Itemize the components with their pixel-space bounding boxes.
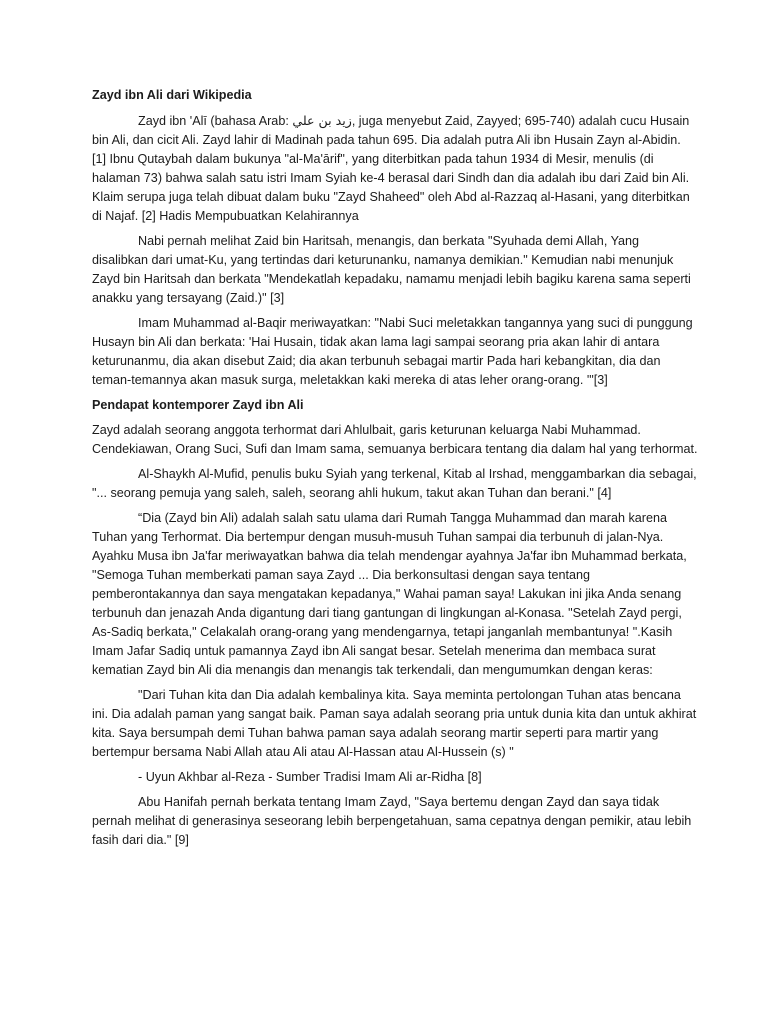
paragraph-intro [92, 111, 698, 226]
paragraph-mufid: Al-Shaykh Al-Mufid, penulis buku Syiah yang terkenal, Kitab al Irshad, menggambarkan dia sebagai, "... seorang pemuja yang saleh, saleh, seorang ahli hukum, takut akan Tuhan dan berani." [4] [92, 467, 697, 500]
paragraph-quote-dia: “Dia (Zayd bin Ali) adalah salah satu ulama dari Rumah Tangga Muhammad dan marah karena Tuhan yang Terhormat. Dia bertempur dengan musuh-musuh Tuhan sampai dia terbunuh di jalan-Nya. Ayahku Musa ibn Ja'far meriwayatkan bahwa dia telah mendengar ayahnya Ja'far ibn Muhammad berkata, "Semoga Tuhan memberkati paman saya Zayd ... Dia berkonsultasi dengan saya tentang pemberontakannya dan saya mengatakan kepadanya," Wahai paman saya! Lakukan ini jika Anda senang terbunuh dan jenazah Anda digantung dari tiang gantungan di lingkungan al-Konasa. "Setelah Zayd pergi, As-Sadiq berkata," Celakalah orang-orang yang mendengarnya, tetapi janganlah membantunya! ".Kasih Imam Jafar Sadiq untuk pamannya Zayd ibn Ali sangat besar. Setelah menerima dan membaca surat kematian Zayd bin Ali dia menangis dan menangis tak terkendali, dan mengumumkan dengan keras: [92, 511, 687, 677]
paragraph-nabi: Nabi pernah melihat Zaid bin Haritsah, menangis, dan berkata "Syuhada demi Allah, Yang disalibkan dari umat-Ku, yang tertindas dari keturunanku, namanya demikian." Kemudian nabi menunjuk Zayd bin Haritsah dan berkata "Mendekatlah kepadaku, namamu menjadi lebih bagiku karena sama seperti anakku yang tersayang (Zaid.)" [3] [92, 234, 691, 305]
paragraph-quote-tuhan: "Dari Tuhan kita dan Dia adalah kembalinya kita. Saya meminta pertolongan Tuhan atas bencana ini. Dia adalah paman yang sangat baik. Paman saya adalah seorang pria untuk dunia kita dan untuk akhirat kita. Saya bersumpah demi Tuhan bahwa paman saya adalah seorang martir seperti para martir yang bertempur bersama Nabi Allah atau Ali atau Al-Hassan atau Al-Hussein (s) " [92, 688, 697, 759]
arabic-name: زيد بن علي [292, 113, 352, 128]
paragraph-abu-hanifah: Abu Hanifah pernah berkata tentang Imam Zayd, "Saya bertemu dengan Zayd dan saya tidak pernah melihat di generasinya seseorang lebih berpengetahuan, sama cepatnya dengan pemikir, atau lebih fasih dari dia." [9] [92, 795, 692, 847]
section-heading: Pendapat kontemporer Zayd ibn Ali [92, 398, 304, 412]
document-title: Zayd ibn Ali dari Wikipedia [92, 88, 252, 102]
paragraph-source: - Uyun Akhbar al-Reza - Sumber Tradisi Imam Ali ar-Ridha [8] [138, 770, 482, 784]
intro-text-start: Zayd ibn 'Alī (bahasa Arab: [138, 114, 293, 128]
intro-text-rest: , juga menyebut Zaid, Zayyed; 695-740) adalah cucu Husain bin Ali, dan cicit Ali. Zayd lahir di Madinah pada tahun 695. Dia adalah putra Ali ibn Husain Zayn al-Abidin. [1] Ibnu Qutaybah dalam bukunya "al-Ma'ārif", yang diterbitkan pada tahun 1934 di Mesir, menulis (di halaman 73) bahwa salah satu istri Imam Syiah ke-4 berasal dari Sindh dan dia adalah ibu dari Zaid bin Ali. Klaim serupa juga telah dibuat dalam buku "Zayd Shaheed" oleh Abd al-Razzaq al-Hasani, yang diterbitkan di Najaf. [2] Hadis Mempubuatkan Kelahirannya [92, 114, 690, 223]
paragraph-imam-baqir: Imam Muhammad al-Baqir meriwayatkan: "Nabi Suci meletakkan tangannya yang suci di punggung Husayn bin Ali dan berkata: 'Hai Husain, tidak akan lama lagi sampai seorang pria akan lahir di antara keturunanmu, dia akan disebut Zaid; dia akan terbunuh sebagai martir Pada hari kebangkitan, dia dan teman-temannya akan masuk surga, meletakkan kaki mereka di atas leher orang-orang. '"[3] [92, 316, 693, 387]
paragraph-zayd: Zayd adalah seorang anggota terhormat dari Ahlulbait, garis keturunan keluarga Nabi Muhammad. Cendekiawan, Orang Suci, Sufi dan Imam sama, semuanya berbicara tentang dia dalam hal yang terhormat. [92, 423, 698, 456]
